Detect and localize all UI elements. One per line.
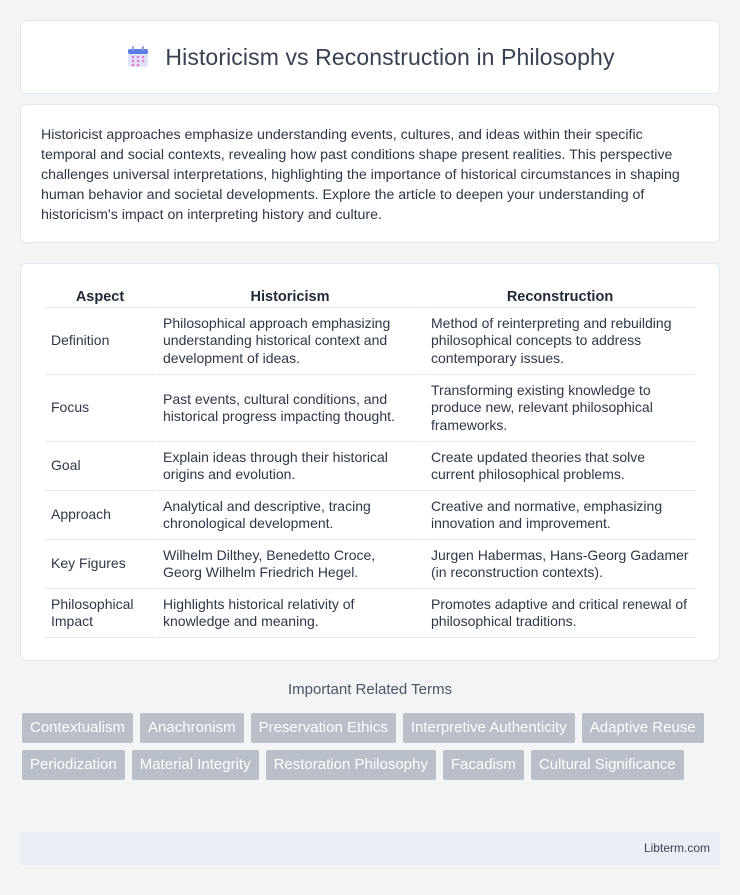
related-terms-list — [22, 713, 722, 780]
cell-reconstruction: Jurgen Habermas, Hans-Georg Gadamer (in reconstruction contexts). — [425, 540, 695, 589]
cell-reconstruction: Transforming existing knowledge to produce new, relevant philosophical frameworks. — [425, 375, 695, 442]
tag-cultural-significance[interactable]: Cultural Significance — [531, 750, 684, 780]
cell-reconstruction: Create updated theories that solve current philosophical problems. — [425, 442, 695, 491]
comparison-table-card — [20, 263, 720, 661]
intro-card — [20, 104, 720, 243]
page-title: Historicism vs Reconstruction in Philosophy — [165, 43, 615, 70]
cell-aspect: Focus — [45, 375, 155, 442]
comparison-table — [43, 284, 697, 638]
tag-adaptive-reuse[interactable]: Adaptive Reuse — [582, 713, 704, 743]
cell-historicism: Wilhelm Dilthey, Benedetto Croce, Georg Wilhelm Friedrich Hegel. — [157, 540, 423, 589]
cell-aspect: Definition — [45, 308, 155, 375]
tag-restoration-philosophy[interactable]: Restoration Philosophy — [266, 750, 436, 780]
cell-aspect: Philosophical Impact — [45, 589, 155, 638]
cell-reconstruction: Creative and normative, emphasizing innovation and improvement. — [425, 491, 695, 540]
related-terms-heading: Important Related Terms — [288, 681, 452, 698]
table-row — [45, 442, 695, 491]
cell-historicism: Philosophical approach emphasizing understanding historical context and development of ideas. — [157, 308, 423, 375]
column-header-reconstruction: Reconstruction — [425, 284, 695, 308]
table-row — [45, 491, 695, 540]
table-row — [45, 308, 695, 375]
cell-reconstruction: Promotes adaptive and critical renewal of philosophical traditions. — [425, 589, 695, 638]
tag-periodization[interactable]: Periodization — [22, 750, 125, 780]
tag-facadism[interactable]: Facadism — [443, 750, 524, 780]
tag-anachronism[interactable]: Anachronism — [140, 713, 244, 743]
column-header-historicism: Historicism — [157, 284, 423, 308]
table-row — [45, 589, 695, 638]
tag-interpretive-authenticity[interactable]: Interpretive Authenticity — [403, 713, 575, 743]
calendar-icon — [125, 44, 151, 70]
cell-historicism: Highlights historical relativity of knowledge and meaning. — [157, 589, 423, 638]
table-header-row — [45, 284, 695, 308]
cell-aspect: Key Figures — [45, 540, 155, 589]
tag-preservation-ethics[interactable]: Preservation Ethics — [251, 713, 396, 743]
intro-paragraph: Historicist approaches emphasize understanding events, cultures, and ideas within their specific temporal and social contexts, revealing how past conditions shape present realities. This perspective challenges universal interpretations, highlighting the importance of historical circumstances in shaping human behavior and societal developments. Explore the article to deepen your understanding of historicism's impact on interpreting history and culture. — [41, 127, 680, 223]
cell-aspect: Approach — [45, 491, 155, 540]
footer — [20, 832, 720, 865]
column-header-aspect: Aspect — [45, 284, 155, 308]
cell-historicism: Analytical and descriptive, tracing chronological development. — [157, 491, 423, 540]
title-wrap — [125, 44, 614, 71]
footer-site-link[interactable]: Libterm.com — [643, 841, 710, 855]
table-row — [45, 375, 695, 442]
table-row — [45, 540, 695, 589]
cell-historicism: Explain ideas through their historical origins and evolution. — [157, 442, 423, 491]
tag-material-integrity[interactable]: Material Integrity — [132, 750, 259, 780]
tag-contextualism[interactable]: Contextualism — [22, 713, 133, 743]
cell-reconstruction: Method of reinterpreting and rebuilding philosophical concepts to address contemporary issues. — [425, 308, 695, 375]
cell-aspect: Goal — [45, 442, 155, 491]
cell-historicism: Past events, cultural conditions, and historical progress impacting thought. — [157, 375, 423, 442]
header-card — [20, 20, 720, 94]
